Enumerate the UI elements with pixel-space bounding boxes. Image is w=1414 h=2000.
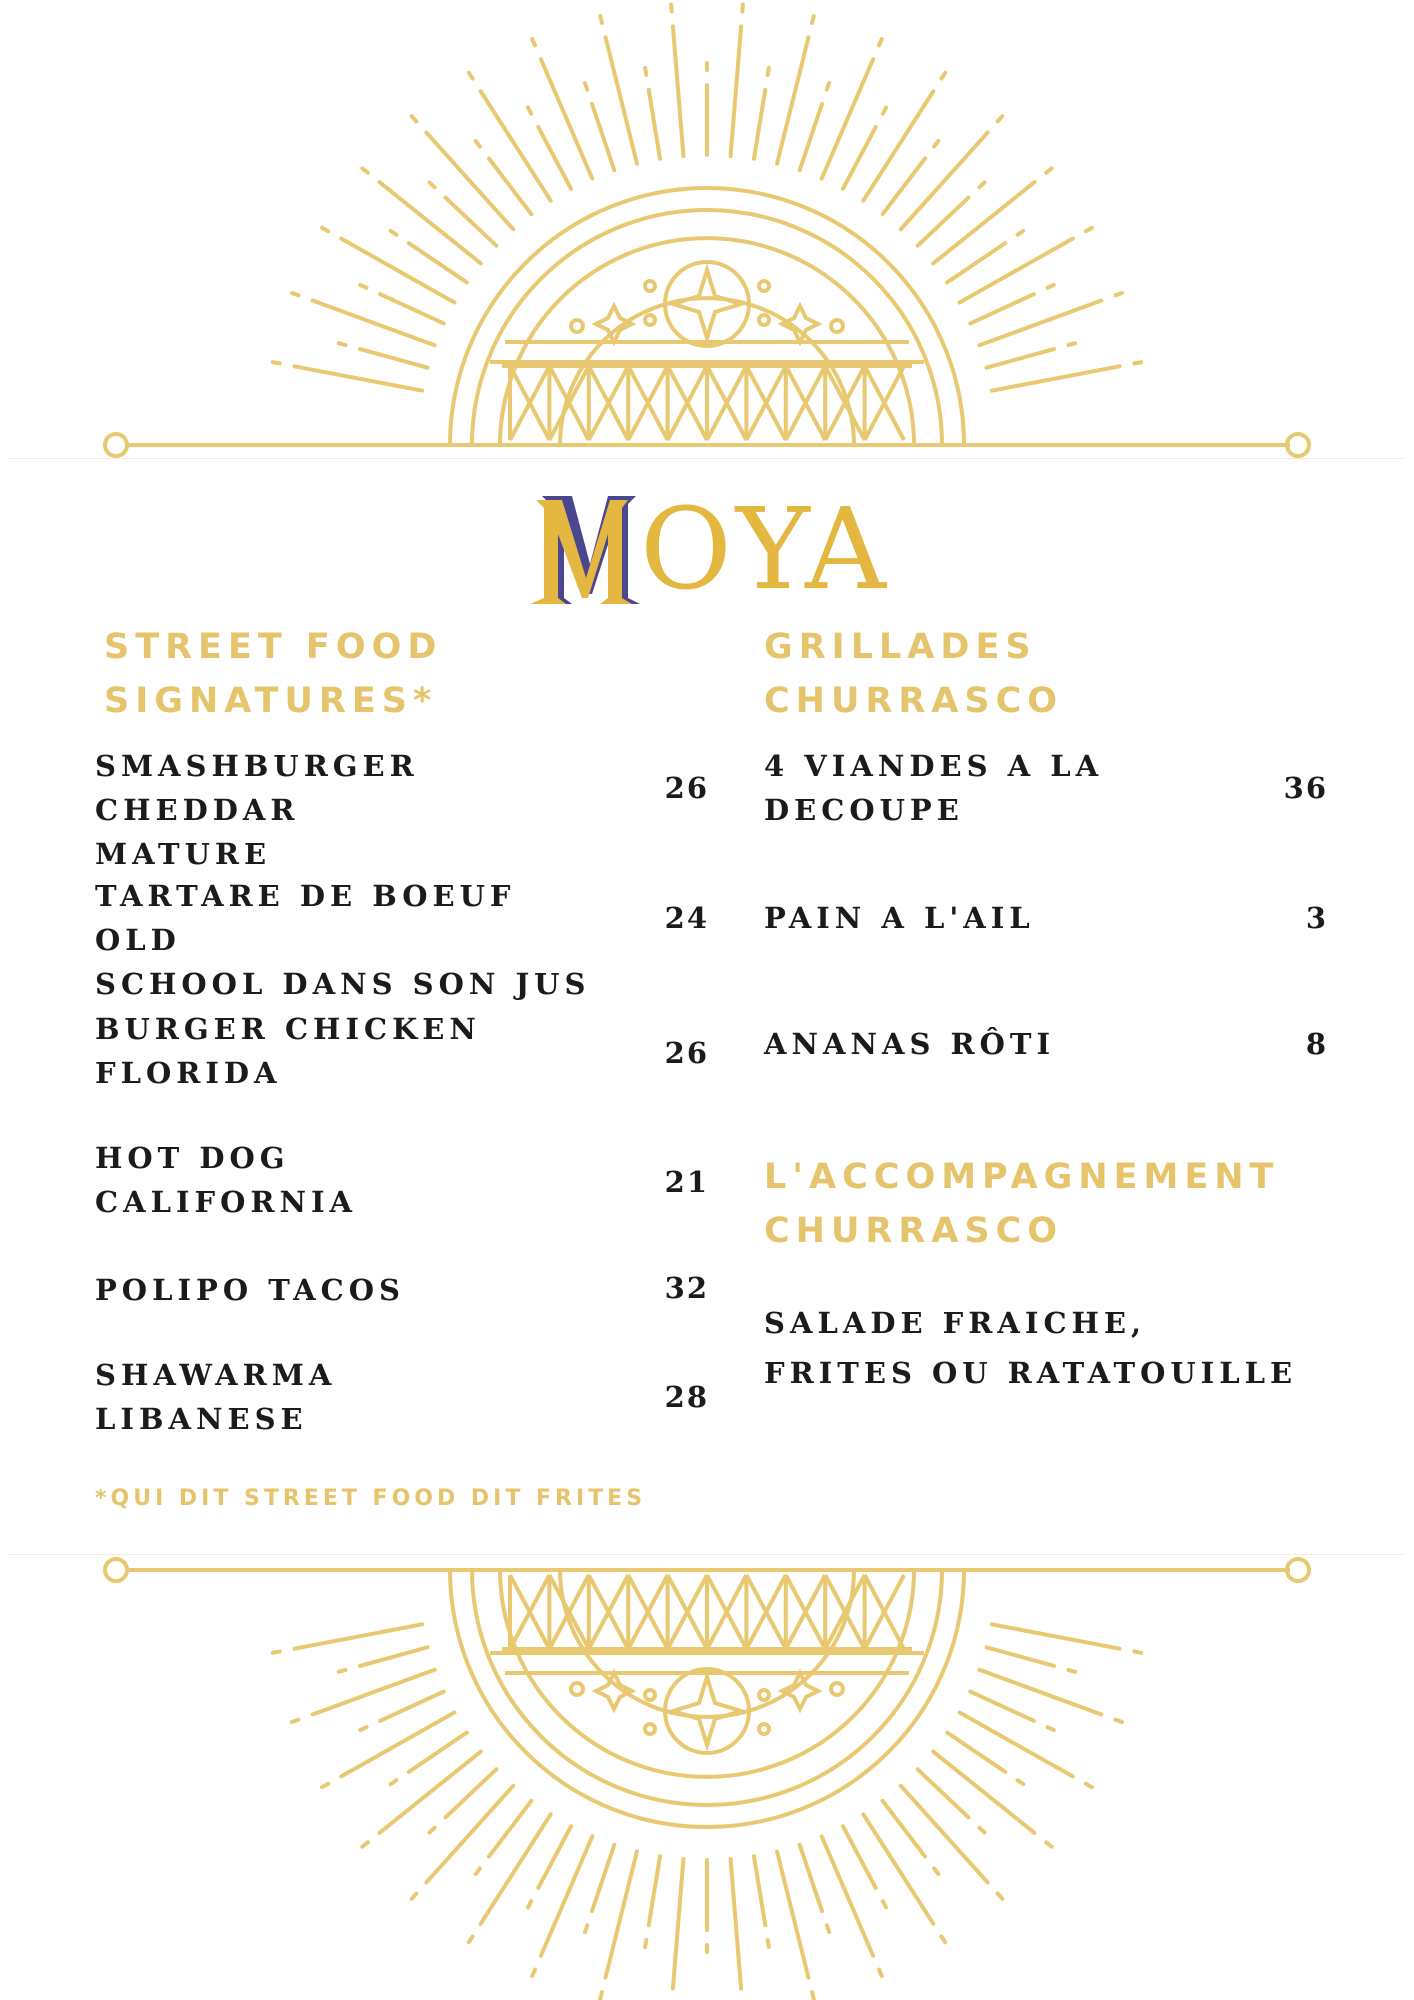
menu-item-name: SHAWARMA LIBANESE — [95, 1358, 337, 1436]
menu-item-name: PAIN A L'AIL — [764, 901, 1035, 935]
menu-item-name: 4 VIANDES A LA DECOUPE — [764, 749, 1104, 827]
street-food-footnote: *QUI DIT STREET FOOD DIT FRITES — [95, 1486, 647, 1511]
menu-item-price: 26 — [664, 771, 709, 805]
accompaniment-title-line2: CHURRASCO — [764, 1211, 1064, 1251]
menu-item-price: 26 — [664, 1036, 709, 1070]
sunburst-top-ornament — [0, 0, 1414, 460]
menu-item-name: HOT DOG CALIFORNIA — [95, 1141, 358, 1219]
accompaniment-line2: FRITES OU RATATOUILLE — [764, 1356, 1298, 1390]
accompaniment-title-line1: L'ACCOMPAGNEMENT — [764, 1157, 1280, 1197]
accompaniment-title — [764, 1150, 1404, 1258]
street-food-title — [104, 620, 664, 728]
menu-item-price: 21 — [664, 1165, 709, 1199]
grillades-title-line2: CHURRASCO — [764, 681, 1064, 721]
menu-item-name: ANANAS RÔTI — [764, 1027, 1056, 1061]
accompaniment-line1: SALADE FRAICHE, — [764, 1306, 1147, 1340]
brand-logo — [0, 480, 1414, 620]
street-food-title-line2: SIGNATURES* — [104, 681, 438, 721]
menu-item-name: BURGER CHICKEN FLORIDA — [95, 1012, 481, 1090]
menu-item-price: 28 — [664, 1380, 709, 1414]
grillades-title — [764, 620, 1324, 728]
street-food-title-line1: STREET FOOD — [104, 627, 443, 667]
brand-name: OYA — [640, 485, 890, 615]
menu-item-name: TARTARE DE BOEUF OLD SCHOOL DANS SON JUS — [95, 879, 591, 1001]
menu-item-name: SMASHBURGER CHEDDAR MATURE — [95, 749, 419, 871]
grillades-title-line1: GRILLADES — [764, 627, 1037, 667]
sunburst-bottom-ornament — [0, 1550, 1414, 2000]
menu-item-price: 24 — [664, 901, 709, 935]
accompaniment-description — [764, 1298, 1364, 1398]
top-divider-line — [8, 458, 1406, 459]
menu-item-price: 8 — [1305, 1027, 1328, 1061]
brand-monogram-m-icon — [528, 486, 648, 616]
menu-item-name: POLIPO TACOS — [95, 1273, 405, 1307]
menu-item-price: 36 — [1283, 771, 1328, 805]
menu-item-price: 3 — [1305, 901, 1328, 935]
menu-item-price: 32 — [664, 1271, 709, 1305]
